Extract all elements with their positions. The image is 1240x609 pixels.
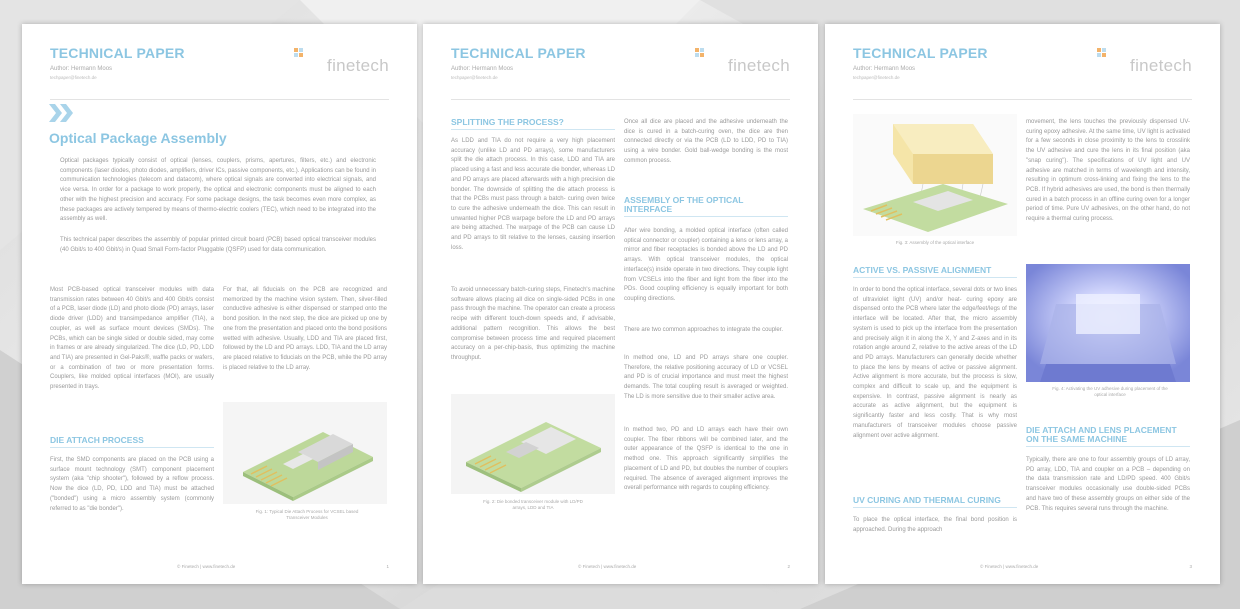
figure-1-caption: Fig. 1: Typical Die Attach Process for VCSEL based Transceiver Modules [255, 509, 359, 520]
header-author: Author: Hermann Moos [451, 66, 514, 72]
active-passive-text: In order to bond the optical interface, several dots or two lines of ultraviolet light (UV) and/or heat- curing epoxy are dispensed onto the PCB where later the edge/feet/legs of the interface will be located. After that, the micro assembly system is used to pick up the interface from the presentation and precisely align it in along the X, Y and Z-axes and in its rotation angle around Z, relative to the active areas of the LD and PD arrays. Manufacturers can generally decide whether to place the lens by means of active or passive alignment. Active alignment is more accurate, but the process is slow, complex and difficult to scale up, and the equipment is expensive. In contrast, passive alignment is nearly as accurate as active alignment, but the equipment is significantly faster and less costly. That is why most manufacturers of transceiver modules choose passive alignment over active alignment. [853, 287, 1017, 439]
splitting-heading: SPLITTING THE PROCESS? [451, 118, 615, 130]
header-title: TECHNICAL PAPER [853, 45, 988, 61]
figure-4-caption: Fig. 4: Activating the UV adhesive during placement of the optical interface [1052, 386, 1168, 397]
page-header [853, 45, 1192, 100]
page-number: 3 [1189, 564, 1192, 569]
die-attach-heading: DIE ATTACH PROCESS [50, 436, 214, 448]
header-email: techpaper@finetech.de [451, 75, 498, 80]
main-title: Optical Package Assembly [49, 130, 227, 146]
method2-text: In method two, PD and LD arrays each have their own coupler. The fiber ribbons will be combined later, and the outer appearance of the QSFP is identical to the one in method one. This approach significantly simplifies the placement of LD and PD, but doubles the number of couplers required. The absence of averaged alignment improves the overall performance with regards to coupling efficiency. [624, 427, 788, 492]
uv-curing-heading: UV CURING AND THERMAL CURING [853, 496, 1017, 508]
finetech-logo [289, 48, 389, 76]
page-footer [22, 564, 417, 572]
header-author: Author: Hermann Moos [853, 66, 916, 72]
logo-text: finetech [327, 56, 389, 75]
figure-3-image [853, 114, 1017, 236]
page-footer [825, 564, 1220, 572]
header-title: TECHNICAL PAPER [451, 45, 586, 61]
method1-text: In method one, LD and PD arrays share one coupler. Therefore, the relative positioning accuracy of LD or VCSEL and PD is of crucial importance and must meet the highest demands. The total coupling result is averaged or weighted. The LD is more sensitive due to their smaller active area. [624, 355, 788, 400]
page-number: 1 [386, 564, 389, 569]
logo-text: finetech [728, 56, 790, 75]
finetech-logo [1092, 48, 1192, 76]
col1-text: Most PCB-based optical transceiver modules with data transmission rates between 40 Gbit/s and 400 Gbit/s consist of a PCB, laser diode (LD) and photo diode (PD) arrays, laser diode driver (LDD) and transimpedance amplifier (TIA), a coupler, as well as surface mount devices (SMDs). The PCBs, which can be single sided or double sided, may come in frames or are already singularized. The dice (LD, PD, LDD and TIA) are presented in Gel-Paks®, waffle packs or wafers, or a combination of two or more presentation forms. Couplers, like molded optical interfaces (MOI), are usually presented in trays. [50, 287, 214, 391]
header-title: TECHNICAL PAPER [50, 45, 185, 61]
page-1 [22, 24, 417, 584]
intro-paragraph-1: Optical packages typically consist of optical (lenses, couplers, prisms, apertures, filters, etc.) and electronic components (laser diodes, photo diodes, amplifiers, driver ICs, passive components, etc.). Applications can be found in communication technologies (telecom and datacom), where optical signals are converted into electrical signals, and vice versa. In order for a package to work properly, the optical and electronic components must be aligned to each other with the highest precision and accuracy. For some package designs, the task becomes even more complex, as these packages are actively tempered by means of thermo-electric coolers (TEC), which need to be integrated into the assembly as well. [60, 158, 376, 223]
page-footer [423, 564, 818, 572]
header-author: Author: Hermann Moos [50, 66, 113, 72]
active-passive-heading: ACTIVE VS. PASSIVE ALIGNMENT [853, 266, 1017, 278]
figure-1-image [223, 402, 387, 504]
figure-3-caption: Fig. 3: Assembly of the optical interface [895, 240, 975, 245]
finetech-logo [690, 48, 790, 76]
page-header [50, 45, 389, 100]
page-3 [825, 24, 1220, 584]
assembly-heading: ASSEMBLY OF THE OPTICAL INTERFACE [624, 196, 788, 217]
right-column-text: movement, the lens touches the previously dispensed UV-curing epoxy adhesive. At the same time, UV light is activated for a few seconds in close proximity to the lens to crosslink the UV adhesive and cure the lens in its final position (aka "snap curing"). The specifications of UV light and UV adhesive are matched in terms of wavelength and intensity, resulting in optimum cross-linking and fixing the lens to the PCB. If hybrid adhesives are used, the bond is then thermally cured in a batch process in an offline curing oven for a longer period of time. Pure UV adhesives, on the other hand, do not require a thermal curing process. [1026, 119, 1190, 223]
page-header [451, 45, 790, 100]
figure-4-image [1026, 264, 1190, 382]
figure-2-image [451, 394, 615, 494]
die-attach-text: First, the SMD components are placed on the PCB using a surface mount technology (SMT) component placement system (aka "chip shooter"), followed by a reflow process. Now the dice (LD, PD, LDD and TIA) must be attached ("bonded") using a micro assembly system (commonly referred to as "die bonder"). [50, 457, 214, 512]
approaches-text: There are two common approaches to integrate the coupler. [624, 327, 784, 333]
same-machine-text: Typically, there are one to four assembly groups of LD array, PD array, LDD, TIA and coupler on a PCB – depending on the data transmission rate and LD/PD speed. 400 Gbit/s transceiver modules occasionally use double-sided PCBs and have two of these assembly groups on either side of the PCB. This requires several runs through the machine. [1026, 457, 1190, 512]
assembly-text: After wire bonding, a molded optical interface (often called optical connector or coupler) containing a lens or lens array, a mirror and fiber receptacles is bonded above the LD and PD arrays. With optical transceiver modules, the optical interface(s) inside operate in two directions. They couple light from VCSELs into the fiber and light from the fiber into the PDs. Good coupling efficiency is equally important for both coupling directions. [624, 228, 788, 302]
page-2 [423, 24, 818, 584]
footer-text: © Finetech | www.finetech.de [177, 564, 236, 569]
uv-curing-text: To place the optical interface, the final bond position is approached. During the approach [853, 517, 1017, 533]
figure-2-caption: Fig. 2: Die bonded transceiver module with LD/PD arrays, LDD and TIA [483, 499, 583, 510]
logo-squares-icon [695, 48, 704, 57]
avoid-text: To avoid unnecessary batch-curing steps, Finetech's machine software allows placing all dice on single-sided PCBs in one pass through the machine. The operator can create a process recipe with different touch-down speeds and, if advisable, additional pattern recognition. This allows the best compromise between process time and required placement accuracy on a per-chip-basis, thus optimizing the machine throughput. [451, 287, 615, 361]
page-number: 2 [787, 564, 790, 569]
logo-squares-icon [294, 48, 303, 57]
header-email: techpaper@finetech.de [50, 75, 97, 80]
header-email: techpaper@finetech.de [853, 75, 900, 80]
col2-text: For that, all fiducials on the PCB are recognized and memorized by the machine vision system. Then, silver-filled conductive adhesive is either dispensed or stamped onto the bond position. In the next step, the dice are picked up one by one from the presentation and placed onto the bond positions wetted with adhesive. Usually, LDD and TIA are placed first, followed by the LD and PD arrays. LDD, TIA and the LD array are placed relative to fiducials on the PCB, while the PD array is placed relative to the LD array. [223, 287, 387, 371]
footer-text: © Finetech | www.finetech.de [578, 564, 637, 569]
logo-squares-icon [1097, 48, 1106, 57]
double-chevron-icon [49, 104, 75, 122]
intro-paragraph-2: This technical paper describes the assembly of popular printed circuit board (PCB) based optical transceiver modules (40 Gbit/s to 400 Gbit/s) in Quad Small Form-factor Pluggable (QSFP) used for data communication. [60, 237, 376, 253]
logo-text: finetech [1130, 56, 1192, 75]
same-machine-heading: DIE ATTACH AND LENS PLACEMENT ON THE SAME MACHINE [1026, 426, 1190, 447]
splitting-text: As LDD and TIA do not require a very high placement accuracy (unlike LD and PD arrays), some manufacturers split the die attach process. In this case, LDD and TIA are placed using a fast and less accurate die bonder, whereas LD and PD arrays are placed afterwards with a high precision die bonder. The downside of splitting the die attach process is that the PCBs must pass through a batch- curing oven twice to cure the adhesive underneath the dice. This can result in unwanted higher PCB warpage before the LD and PD arrays are being attached. The warpage of the PCB can cause LD and PD arrays to tilt relative to the lenses, causing insertion loss. [451, 138, 615, 251]
right-intro-text: Once all dice are placed and the adhesive underneath the dice is cured in a batch-curing oven, the dice are then connected directly or via the PCB (LD to LDD, PD to TIA) using a wire bonder. Gold ball-wedge bonding is the most common process. [624, 119, 788, 164]
footer-text: © Finetech | www.finetech.de [980, 564, 1039, 569]
